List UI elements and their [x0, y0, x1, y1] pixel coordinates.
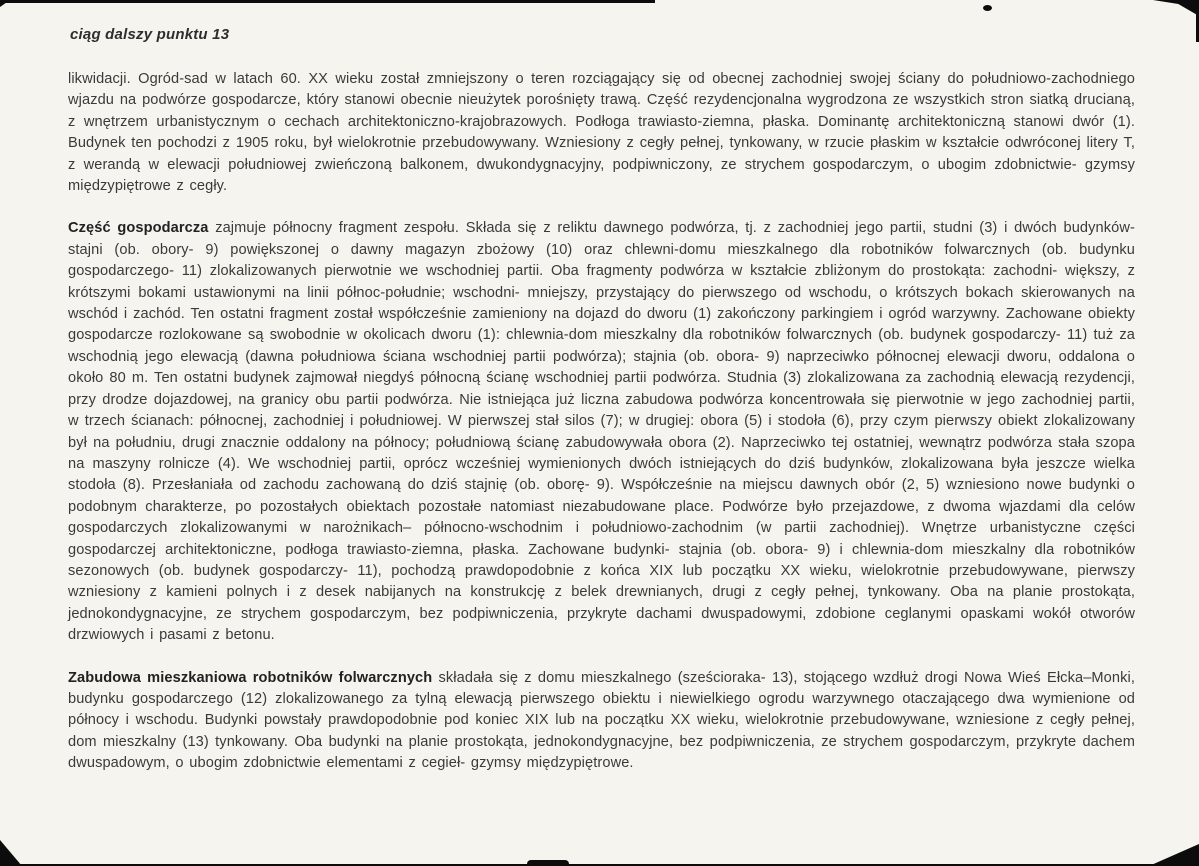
- paragraph-body: likwidacji. Ogród-sad w latach 60. XX wieku został zmniejszony o teren rozciągający się od obecnej zachodniej swojej ściany do południowo-zachodniego wjazdu na podwórze gospodarcze, który stanowi obecnie nieużytek porośnięty trawą. Część rezydencjonalna wygrodzona ze wszystkich stron siatką drucianą, z wnętrzem urbanistycznym o cechach architektoniczno-krajobrazowych. Podłoga trawiasto-ziemna, płaska. Dominantę architektoniczną stanowi dwór (1). Budynek ten pochodzi z 1905 roku, był wielokrotnie przebudowywany. Wzniesiony z cegły pełnej, tynkowany, w rzucie płaskim w kształcie odwróconej litery T, z werandą w elewacji południowej zwieńczoną balkonem, dwukondygnacyjny, podpiwniczony, ze strychem gospodarczym, o ubogim zdobnictwie- gzymsy międzypiętrowe z cegły.: [68, 71, 1135, 195]
- paragraph-body: zajmuje północny fragment zespołu. Składa się z reliktu dawnego podwórza, tj. z zachodniej jego partii, studni (3) i dwóch budynków- stajni (ob. obory- 9) powiększonej o dawny magazyn zbożowy (10) oraz chlewni-domu mieszkalnego dla robotników folwarcznych (ob. budynku gospodarczego- 11) zlokalizowanych pierwotnie we wschodniej partii. Oba fragmenty podwórza w kształcie zbliżonym do prostokąta: zachodni- większy, z krótszymi bokami ustawionymi na linii północ-południe; wschodni- mniejszy, przystający do pierwszego od wschodu, o krótszych bokach skierowanych na wschód i zachód. Ten ostatni fragment został współcześnie zamieniony na dojazd do dworu (1) zakończony parkingiem i ogród warzywny. Zachowane obiekty gospodarcze rozlokowane są swobodnie w okolicach dworu (1): chlewnia-dom mieszkalny dla robotników folwarcznych (ob. budynek gospodarczy- 11) tuż za wschodnią jego elewacją (dawna południowa ściana wschodniej partii podwórza); stajnia (ob. obora- 9) naprzeciwko północnej elewacji dworu, oddalona o około 80 m. Ten ostatni budynek zajmował niegdyś północną ścianę wschodniej partii podwórza. Studnia (3) zlokalizowana za zachodnią elewacją rezydencji, przy drodze dojazdowej, na granicy obu partii podwórza. Nie istniejąca już liczna zabudowa podwórza koncentrowała się pierwotnie w jego zachodniej partii, w trzech ścianach: północnej, zachodniej i południowej. W pierwszej stał silos (7); w drugiej: obora (5) i stodoła (6), przy czym pierwszy obiekt zlokalizowany był na południu, drugi znacznie oddalony na północy; południową ścianę zabudowywała obora (2). Naprzeciwko tej ostatniej, wewnątrz podwórza stała szopa na maszyny rolnicze (4). We wschodniej partii, oprócz wcześniej wymienionych dwóch istniejących do dziś budynków, zlokalizowana była jeszcze wielka stodoła (8). Przesłaniała od zachodu zachowaną do dziś stajnię (ob. oborę- 9). Współcześnie na miejscu dawnych obór (2, 5) wzniesiono nowe budynki o podobnym charakterze, po pozostałych obiektach pozostałe natomiast niezabudowane place. Podwórze było przejazdowe, z dwoma wjazdami dla celów gospodarczych zlokalizowanymi w narożnikach– północno-wschodnim i południowo-zachodnim (w partii zachodniej). Wnętrze urbanistyczne części gospodarczej architektoniczne, podłoga trawiasto-ziemna, płaska. Zachowane budynki- stajnia (ob. obora- 9) i chlewnia-dom mieszkalny dla robotników sezonowych (ob. budynek gospodarczy- 11), pochodzą prawdopodobnie z końca XIX lub początku XX wieku, wielokrotnie przebudowywane, pierwszy wzniesiony z kamieni polnych i z desek nabijanych na konstrukcję z belek drewnianych, drugi z cegły pełnej, tynkowany. Oba na planie prostokąta, jednokondygnacyjne, ze strychem gospodarczym, bez podpiwniczenia, przykryte dachami dwuspadowymi, zdobione ceglanymi opaskami wokół otworów drzwiowych i pasami z betonu.: [68, 220, 1135, 644]
- paragraph-lead: Część gospodarcza: [68, 220, 209, 237]
- paragraph-lead: Zabudowa mieszkaniowa robotników folwarcznych: [68, 669, 433, 686]
- scan-artifact-top-right-corner: [1153, 0, 1199, 16]
- scan-artifact-top-edge: [0, 0, 655, 3]
- scan-artifact-bottom-right-corner: [1149, 844, 1199, 866]
- paragraph: [68, 218, 1135, 646]
- page-header: [70, 26, 1135, 43]
- scan-artifact-bottom-left-corner: [0, 840, 22, 866]
- page-header-text: ciąg dalszy punktu 13: [70, 26, 230, 43]
- scan-artifact-top-speck: [983, 5, 992, 11]
- scan-artifact-bottom-blob: [527, 860, 569, 866]
- paragraph: [68, 69, 1135, 197]
- paragraph: [68, 668, 1135, 775]
- scan-artifact-top-left-corner: [0, 0, 10, 7]
- paragraph-body: składała się z domu mieszkalnego (sześcioraka- 13), stojącego wzdłuż drogi Nowa Wieś Ełcka–Monki, budynku gospodarczego (12) zlokalizowanego za tylną elewacją pierwszego obiektu i niewielkiego ogrodu warzywnego otaczającego dwa wymienione od północy i wschodu. Budynki powstały prawdopodobnie pod koniec XIX lub na początku XX wieku, wielokrotnie przebudowywane, wzniesione z cegły pełnej, dom mieszkalny (13) tynkowany. Oba budynki na planie prostokąta, jednokondygnacyjne, bez podpiwniczenia, ze strychem gospodarczym, przykryte dachem dwuspadowym, o ubogim zdobnictwie elementami z cegieł- gzymsy międzypiętrowe.: [68, 669, 1135, 772]
- document-content: [68, 26, 1135, 775]
